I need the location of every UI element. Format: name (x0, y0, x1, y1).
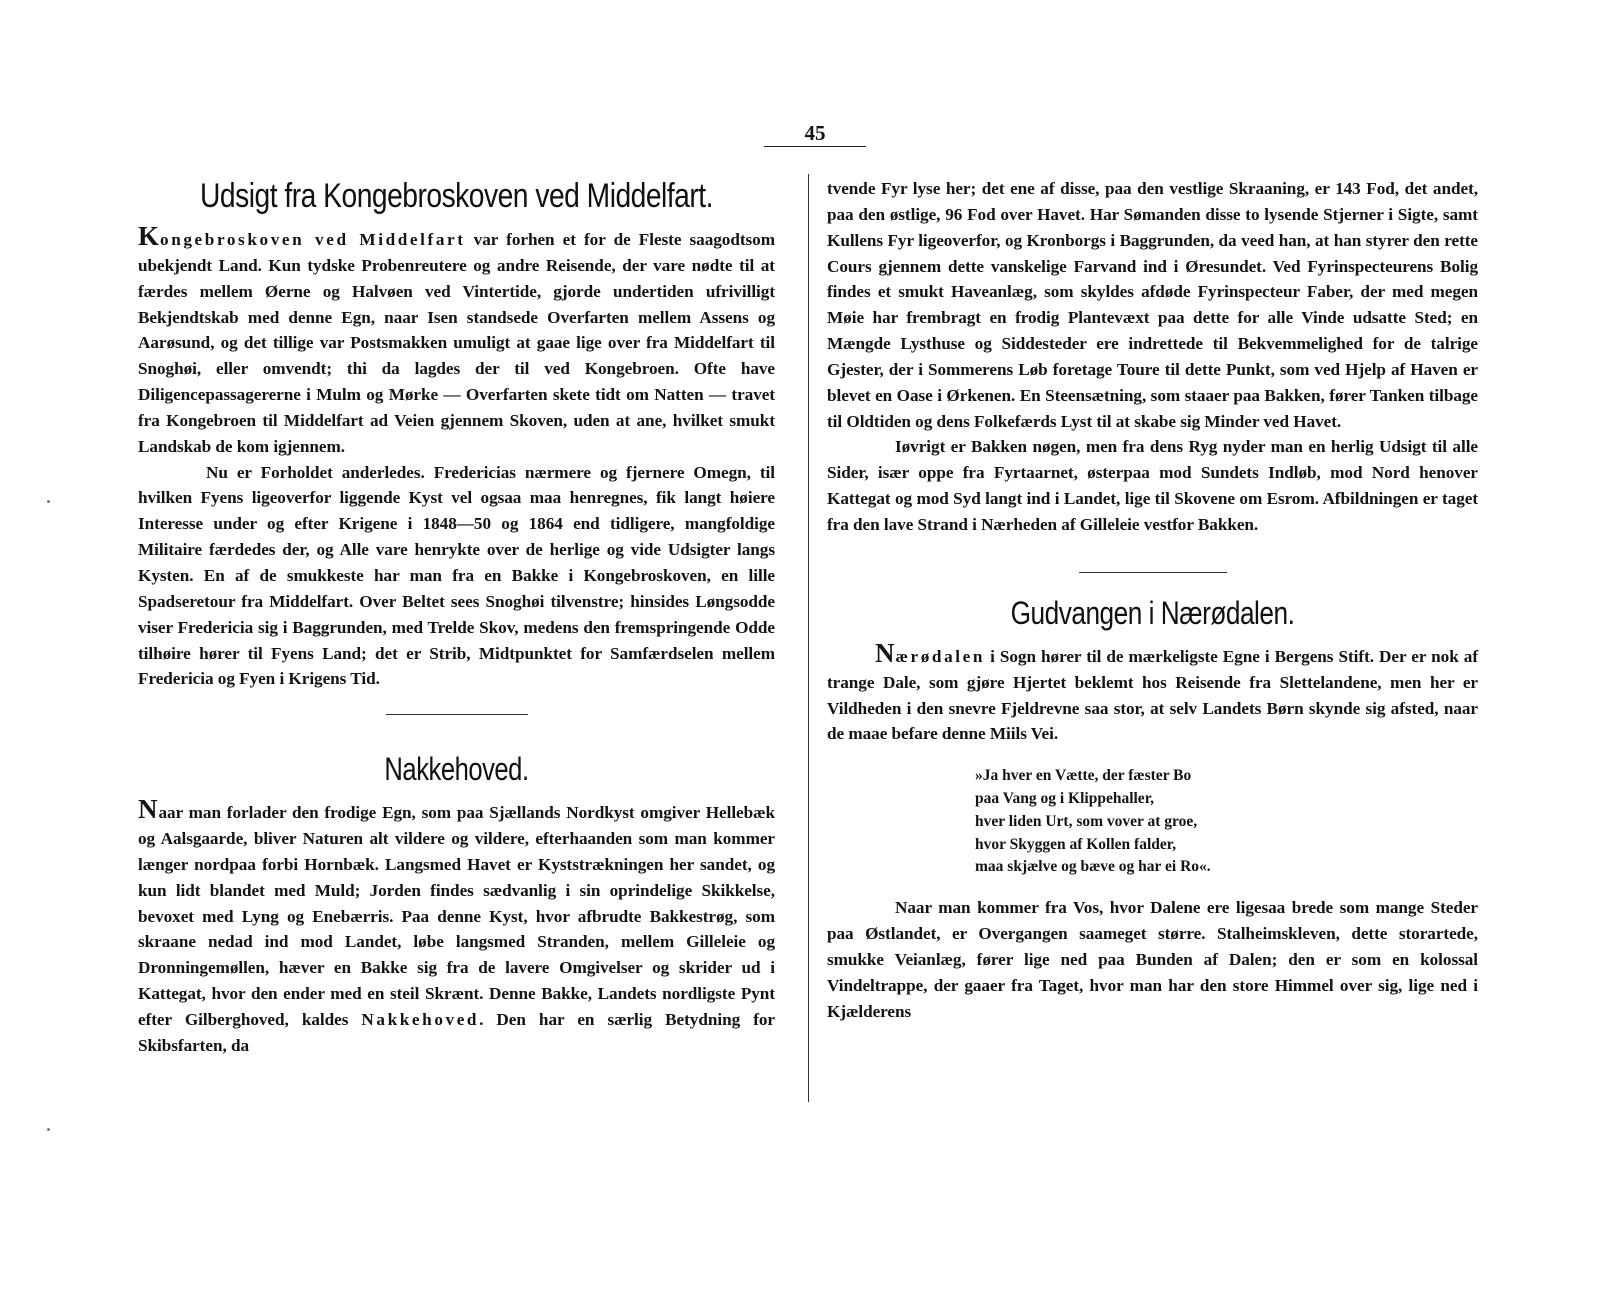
paragraph-nakkehoved-2: Iøvrigt er Bakken nøgen, men fra dens Ryg nyder man en herlig Udsigt til alle Sider, især oppe fra Fyrtaarnet, østerpaa mod Sundets Indløb, mod Nord henover Kattegat og mod Syd langt ind i Landet, lige til Skovene om Esrom. Afbildningen er taget fra den lave Strand i Nærheden af Gilleleie vestfor Bakken. (827, 437, 1478, 534)
margin-speck (47, 500, 50, 503)
right-column (827, 176, 1478, 1024)
paragraph-text: i Sogn hører til de mærkeligste Egne i Bergens Stift. Der er nok af trange Dale, som gjøre Hjertet beklemt hos Reisende fra Slettelandene, men her er Vildheden i den snevre Fjeldrevne saa stor, at selv Landets Børn skynde sig afsted, naar de maae befare denne Miils Vei. (827, 646, 1478, 744)
paragraph-text: var forhen et for de Fleste saagodtsom ubekjendt Land. Kun tydske Probenreutere og andre Reisende, der vare nødte til at færdes mellem Øerne og Halvøen ved Vintertide, gjorde undertiden ufrivilligt Bekjendtskab med denne Egn, naar Isen standsede Overfarten mellem Assens og Aarøsund, og det tillige var Postsmakken umuligt at gaae lige over fra Middelfart til Snoghøi, eller omvendt; thi da lagdes der til ved Kongebroen. Ofte have Diligencepassagererne i Mulm og Mørke — Overfarten skete tidt om Natten — travet fra Kongebroen til Middelfart ad Veien gjennem Skoven, uden at ane, hvilket smukt Landskab de kom igjennem. (138, 230, 775, 456)
paragraph-kongebroskoven-1 (138, 221, 775, 460)
column-rule (808, 174, 809, 1102)
drop-cap: N (875, 637, 896, 668)
margin-speck (47, 1128, 50, 1131)
poem-line: hvor Skyggen af Kollen falder, (975, 835, 1177, 853)
section-title-kongebroskoven: Udsigt fra Kongebroskoven ved Middelfart. (200, 177, 713, 215)
paragraph-text-end: . Den har en særlig Betydning for Skibsfarten, da (138, 1009, 775, 1055)
paragraph-kongebroskoven-2: Nu er Forholdet anderledes. Fredericias nærmere og fjernere Omegn, til hvilken Fyens ligeoverfor liggende Kyst vel ogsaa maa henregnes, fik langt høiere Interesse under og efter Krigene i 1848—50 og 1864 end tidligere, mangfoldige Militaire færdedes der, og Alle vare henrykte over de herlige og vide Udsigter langs Kysten. En af de smukkeste har man fra en Bakke i Kongebroskoven, en lille Spadseretour fra Middelfart. Over Beltet sees Snoghøi tilvenstre; hinsides Løngsodde viser Fredericia sig i Baggrunden, med Trelde Skov, medens den fremspringende Odde tilhøire hører til Fyens Land; det er Strib, Midtpunktet for Samfærdselen mellem Fredericia og Fyen i Krigens Tid. (138, 462, 775, 689)
paragraph-gudvangen-1 (827, 637, 1478, 747)
poem-quote (975, 765, 1478, 879)
section-title-nakkehoved: Nakkehoved. (384, 751, 529, 788)
section-divider (1079, 572, 1227, 573)
left-column (138, 176, 775, 1059)
paragraph-text: aar man forlader den frodige Egn, som paa Sjællands Nordkyst omgiver Hellebæk og Aalsgaarde, bliver Naturen alt vildere og vildere, efterhaanden som man kommer længer nordpaa forbi Hornbæk. Langsmed Havet er Kyststrækningen her sandet, og kun lidt blandet med Muld; Jorden findes sædvanlig i sin oprindelige Skikkelse, bevoxet med Lyng og Enebærris. Paa denne Kyst, hvor afbrudte Bakkestrøg, som skraane nedad ind mod Landet, løbe langsmed Stranden, mellem Gilleleie og Dronningemøllen, hæver en Bakke sig fra de lavere Omgivelser og skrider ud i Kattegat, hvor den ender med en steil Skrænt. Denne Bakke, Landets nordligste Pynt efter Gilberghoved, kaldes (138, 803, 775, 1029)
section-divider (386, 714, 528, 715)
spaced-emphasis: ærødalen (895, 646, 986, 666)
page-number: 45 (764, 120, 866, 147)
poem-line: paa Vang og i Klippehaller, (975, 789, 1155, 807)
drop-cap: K (138, 221, 161, 251)
poem-line: »Ja hver en Vætte, der fæster Bo (975, 767, 1192, 785)
paragraph-nakkehoved-continued: tvende Fyr lyse her; det ene af disse, paa den vestlige Skraaning, er 143 Fod, det andet, paa den østlige, 96 Fod over Havet. Har Sømanden disse to lysende Stjerner i Sigte, samt Kullens Fyr ligeoverfor, og Kronborgs i Baggrunden, da veed han, at han styrer den rette Cours gjennem dette vanskelige Farvand ind i Øresundet. Ved Fyrinspecteurens Bolig findes et smukt Haveanlæg, som skyldes afdøde Fyrinspecteur Faber, der med megen Møie har frembragt en frodig Plantevæxt paa dette for alle Vinde udsatte Sted; en Mængde Lysthuse og Siddesteder ere indrettede til Bekvemmelighed for de talrige Gjester, der i Sommerens Løb foretage Toure til dette Punkt, som ved Hjelp af Haven er blevet en Oase i Ørkenen. En Steensætning, som staaer paa Bakken, fører Tanken tilbage til Oldtiden og dens Folkefærds Lyst til at skabe sig Minder ved Havet. (827, 179, 1478, 431)
paragraph-gudvangen-2: Naar man kommer fra Vos, hvor Dalene ere ligesaa brede som mange Steder paa Østlandet, er Overgangen saameget større. Stalheimskleven, dette storartede, smukke Veianlæg, fører lige ned paa Bunden af Dalen; den er som en kolossal Vindeltrappe, der gaaer fra Taget, hvor man har den store Himmel over sig, lige ned i Kjælderens (827, 898, 1478, 1021)
section-title-gudvangen: Gudvangen i Nærødalen. (1010, 594, 1295, 631)
spaced-emphasis: Nakkehoved (361, 1009, 480, 1029)
drop-cap: N (138, 794, 159, 825)
spaced-emphasis: ongebroskoven ved Middelfart (160, 230, 466, 249)
poem-line: hver liden Urt, som vover at groe, (975, 812, 1198, 830)
paragraph-nakkehoved-1 (138, 794, 775, 1058)
poem-line: maa skjælve og bæve og har ei Ro«. (975, 858, 1211, 876)
